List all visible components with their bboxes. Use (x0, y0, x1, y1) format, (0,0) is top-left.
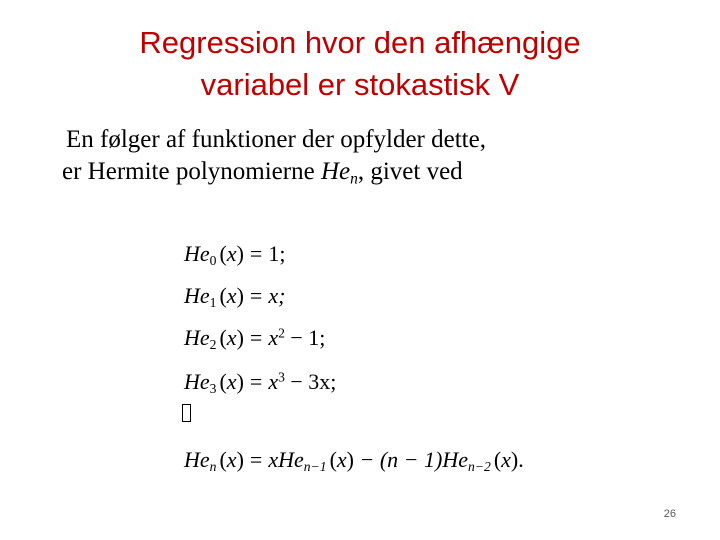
page-number: 26 (663, 508, 676, 520)
slide-title (0, 22, 720, 106)
equation-he2: $He_2$ $(x) = x^2 - 1$; (184, 325, 326, 352)
recurrence-end: . (518, 447, 524, 472)
equation-he0: $He_0$ (x) = 1; (184, 241, 286, 268)
intro-symbol-subscript: n (350, 170, 358, 188)
function-name: He (184, 283, 210, 308)
function-name: He (184, 447, 210, 472)
vertical-ellipsis-icon (182, 404, 191, 422)
equation-rhs: x; (268, 283, 286, 308)
equation-rhs-exponent: 2 (278, 325, 285, 341)
variable: x (501, 447, 511, 472)
equation-recurrence: $He_n$ (x) = xHe$_{n-1}$ $(x) - (n - 1)He_{n-2}$ (x). (184, 447, 524, 474)
function-name: He (184, 369, 210, 394)
equation-rhs-exponent: 3 (278, 369, 285, 385)
recurrence-term-1: xHe (268, 447, 304, 472)
slide-title-line-1: Regression hvor den afhængige (139, 25, 581, 60)
recurrence-term-1-subscript: n−1 (303, 458, 327, 474)
function-subscript: 3 (209, 380, 217, 396)
equation-he1: $He_1$ (x) = x; (184, 283, 286, 310)
function-subscript: 0 (209, 252, 217, 268)
intro-text (62, 124, 706, 188)
equation-rhs-base: x (268, 369, 279, 394)
variable: x (226, 447, 237, 472)
function-subscript: n (209, 458, 217, 474)
recurrence-term-2-subscript: n−2 (467, 458, 491, 474)
variable: x (226, 369, 237, 394)
intro-line-2-end: , givet ved (357, 158, 463, 185)
slide-title-line-2: variabel er stokastisk V (200, 67, 520, 102)
intro-symbol: He (320, 158, 351, 185)
function-subscript: 2 (209, 336, 217, 352)
variable: x (336, 447, 347, 472)
equation-rhs-rest: − 1; (284, 325, 326, 350)
function-subscript: 1 (209, 294, 217, 310)
equation-rhs-rest: − 3x; (284, 369, 337, 394)
variable: x (226, 283, 237, 308)
equation-rhs-base: x (268, 325, 279, 350)
variable: x (226, 325, 237, 350)
intro-line-2-start: er Hermite polynomierne (62, 158, 321, 185)
intro-line-2 (62, 156, 706, 188)
variable: x (226, 241, 237, 266)
function-name: He (184, 241, 210, 266)
intro-line-1: En følger af funktioner der opfylder dette, (66, 126, 486, 153)
function-name: He (184, 325, 210, 350)
equation-rhs: 1; (268, 241, 286, 266)
recurrence-term-2: − (n − 1)He (353, 447, 468, 472)
equation-he3: $He_3$ $(x) = x^3 - 3x$; (184, 369, 337, 396)
